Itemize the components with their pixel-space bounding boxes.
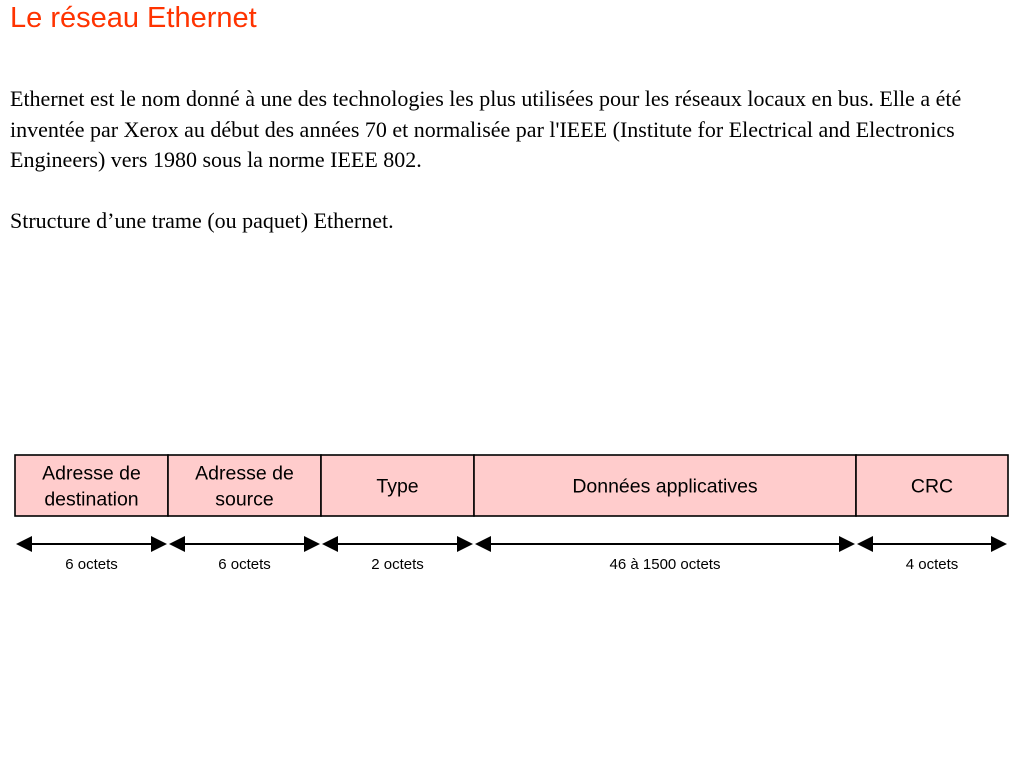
size-arrow bbox=[16, 536, 167, 552]
frame-field bbox=[856, 455, 1008, 573]
frame-field bbox=[474, 455, 856, 573]
arrow-right-icon bbox=[151, 536, 167, 552]
size-arrow bbox=[857, 536, 1007, 552]
field-size-label: 6 octets bbox=[65, 556, 118, 573]
arrow-left-icon bbox=[475, 536, 491, 552]
frame-field-label: source bbox=[215, 488, 274, 511]
size-arrow bbox=[169, 536, 320, 552]
field-size-label: 4 octets bbox=[905, 556, 959, 573]
intro-paragraph: Ethernet est le nom donné à une des technologies les plus utilisées pour les réseaux locaux en bus. Elle a été inventée par Xerox au début des années 70 et normalisée par l'IEEE (Institute for Electrical and Electronics Engineers) vers 1980 sous la norme IEEE 802. bbox=[10, 86, 962, 172]
arrow-left-icon bbox=[322, 536, 338, 552]
frame-field-label: Données applicatives bbox=[572, 475, 758, 498]
arrow-left-icon bbox=[857, 536, 873, 552]
page-title: Le réseau Ethernet bbox=[10, 2, 257, 34]
field-size-label: 46 à 1500 octets bbox=[609, 556, 721, 573]
arrow-right-icon bbox=[304, 536, 320, 552]
arrow-left-icon bbox=[16, 536, 32, 552]
arrow-left-icon bbox=[169, 536, 185, 552]
frame-field-label: destination bbox=[44, 488, 139, 511]
frame-field bbox=[15, 455, 168, 573]
field-size-label: 2 octets bbox=[371, 556, 424, 573]
frame-field-label: Adresse de bbox=[42, 462, 141, 485]
arrow-right-icon bbox=[991, 536, 1007, 552]
arrow-right-icon bbox=[839, 536, 855, 552]
size-arrow bbox=[475, 536, 855, 552]
frame-field bbox=[168, 455, 321, 573]
frame-field-label: CRC bbox=[910, 475, 954, 498]
frame-caption: Structure d’une trame (ou paquet) Ethernet. bbox=[10, 208, 394, 233]
frame-field-label: Adresse de bbox=[195, 462, 294, 485]
frame-field-label: Type bbox=[376, 475, 419, 498]
arrow-right-icon bbox=[457, 536, 473, 552]
frame-field bbox=[321, 455, 474, 573]
field-size-label: 6 octets bbox=[218, 556, 271, 573]
size-arrow bbox=[322, 536, 473, 552]
